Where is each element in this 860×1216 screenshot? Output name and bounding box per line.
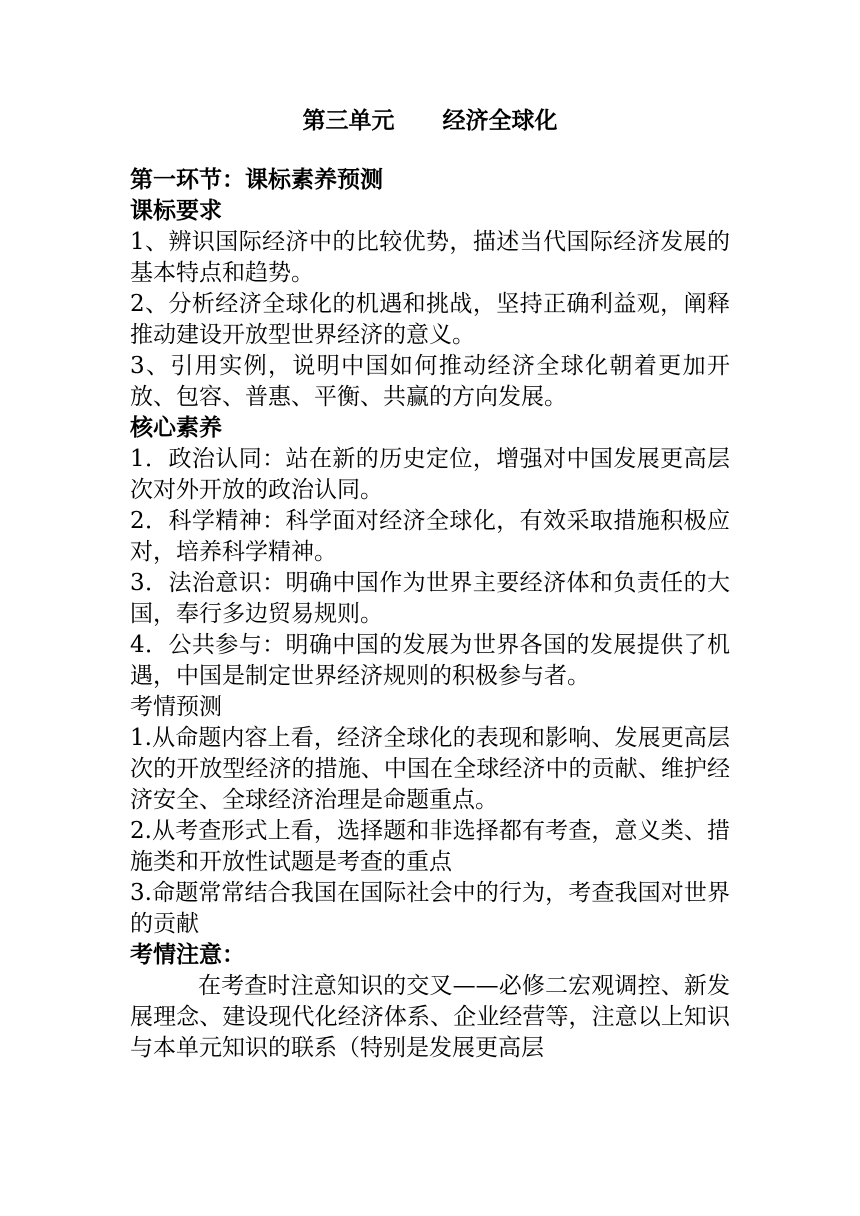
literacy-item: 2．科学精神：科学面对经济全球化，有效采取措施积极应对，培养科学精神。	[130, 508, 730, 565]
forecast-item: 3.命题常常结合我国在国际社会中的行为，考查我国对世界的贡献	[130, 880, 730, 937]
section-heading: 第一环节：课标素养预测	[130, 167, 383, 193]
literacy-heading: 核心素养	[130, 415, 222, 441]
forecast-heading: 考情预测	[130, 694, 222, 720]
standard-item: 2、分析经济全球化的机遇和挑战，坚持正确利益观，阐释推动建设开放型世界经济的意义。	[130, 291, 730, 348]
standard-item: 3、引用实例，说明中国如何推动经济全球化朝着更加开放、包容、普惠、平衡、共赢的方向发展。	[130, 353, 730, 410]
unit-title: 第三单元 经济全球化	[302, 108, 558, 134]
forecast-item: 2.从考查形式上看，选择题和非选择都有考查，意义类、措施类和开放性试题是考查的重点	[130, 818, 730, 875]
literacy-item: 3．法治意识：明确中国作为世界主要经济体和负责任的大国，奉行多边贸易规则。	[130, 570, 730, 627]
forecast-item: 1.从命题内容上看，经济全球化的表现和影响、发展更高层次的开放型经济的措施、中国在全球经济中的贡献、维护经济安全、全球经济治理是命题重点。	[130, 725, 730, 813]
literacy-item: 1．政治认同：站在新的历史定位，增强对中国发展更高层次对外开放的政治认同。	[130, 446, 730, 503]
standards-heading: 课标要求	[130, 198, 222, 224]
literacy-item: 4．公共参与：明确中国的发展为世界各国的发展提供了机遇，中国是制定世界经济规则的积极参与者。	[130, 632, 730, 689]
notes-heading: 考情注意：	[130, 942, 245, 968]
standard-item: 1、辨识国际经济中的比较优势，描述当代国际经济发展的基本特点和趋势。	[130, 229, 730, 286]
notes-body: 在考查时注意知识的交叉——必修二宏观调控、新发展理念、建设现代化经济体系、企业经营等，注意以上知识与本单元知识的联系（特别是发展更高层	[130, 973, 730, 1061]
document-page	[130, 98, 730, 1064]
